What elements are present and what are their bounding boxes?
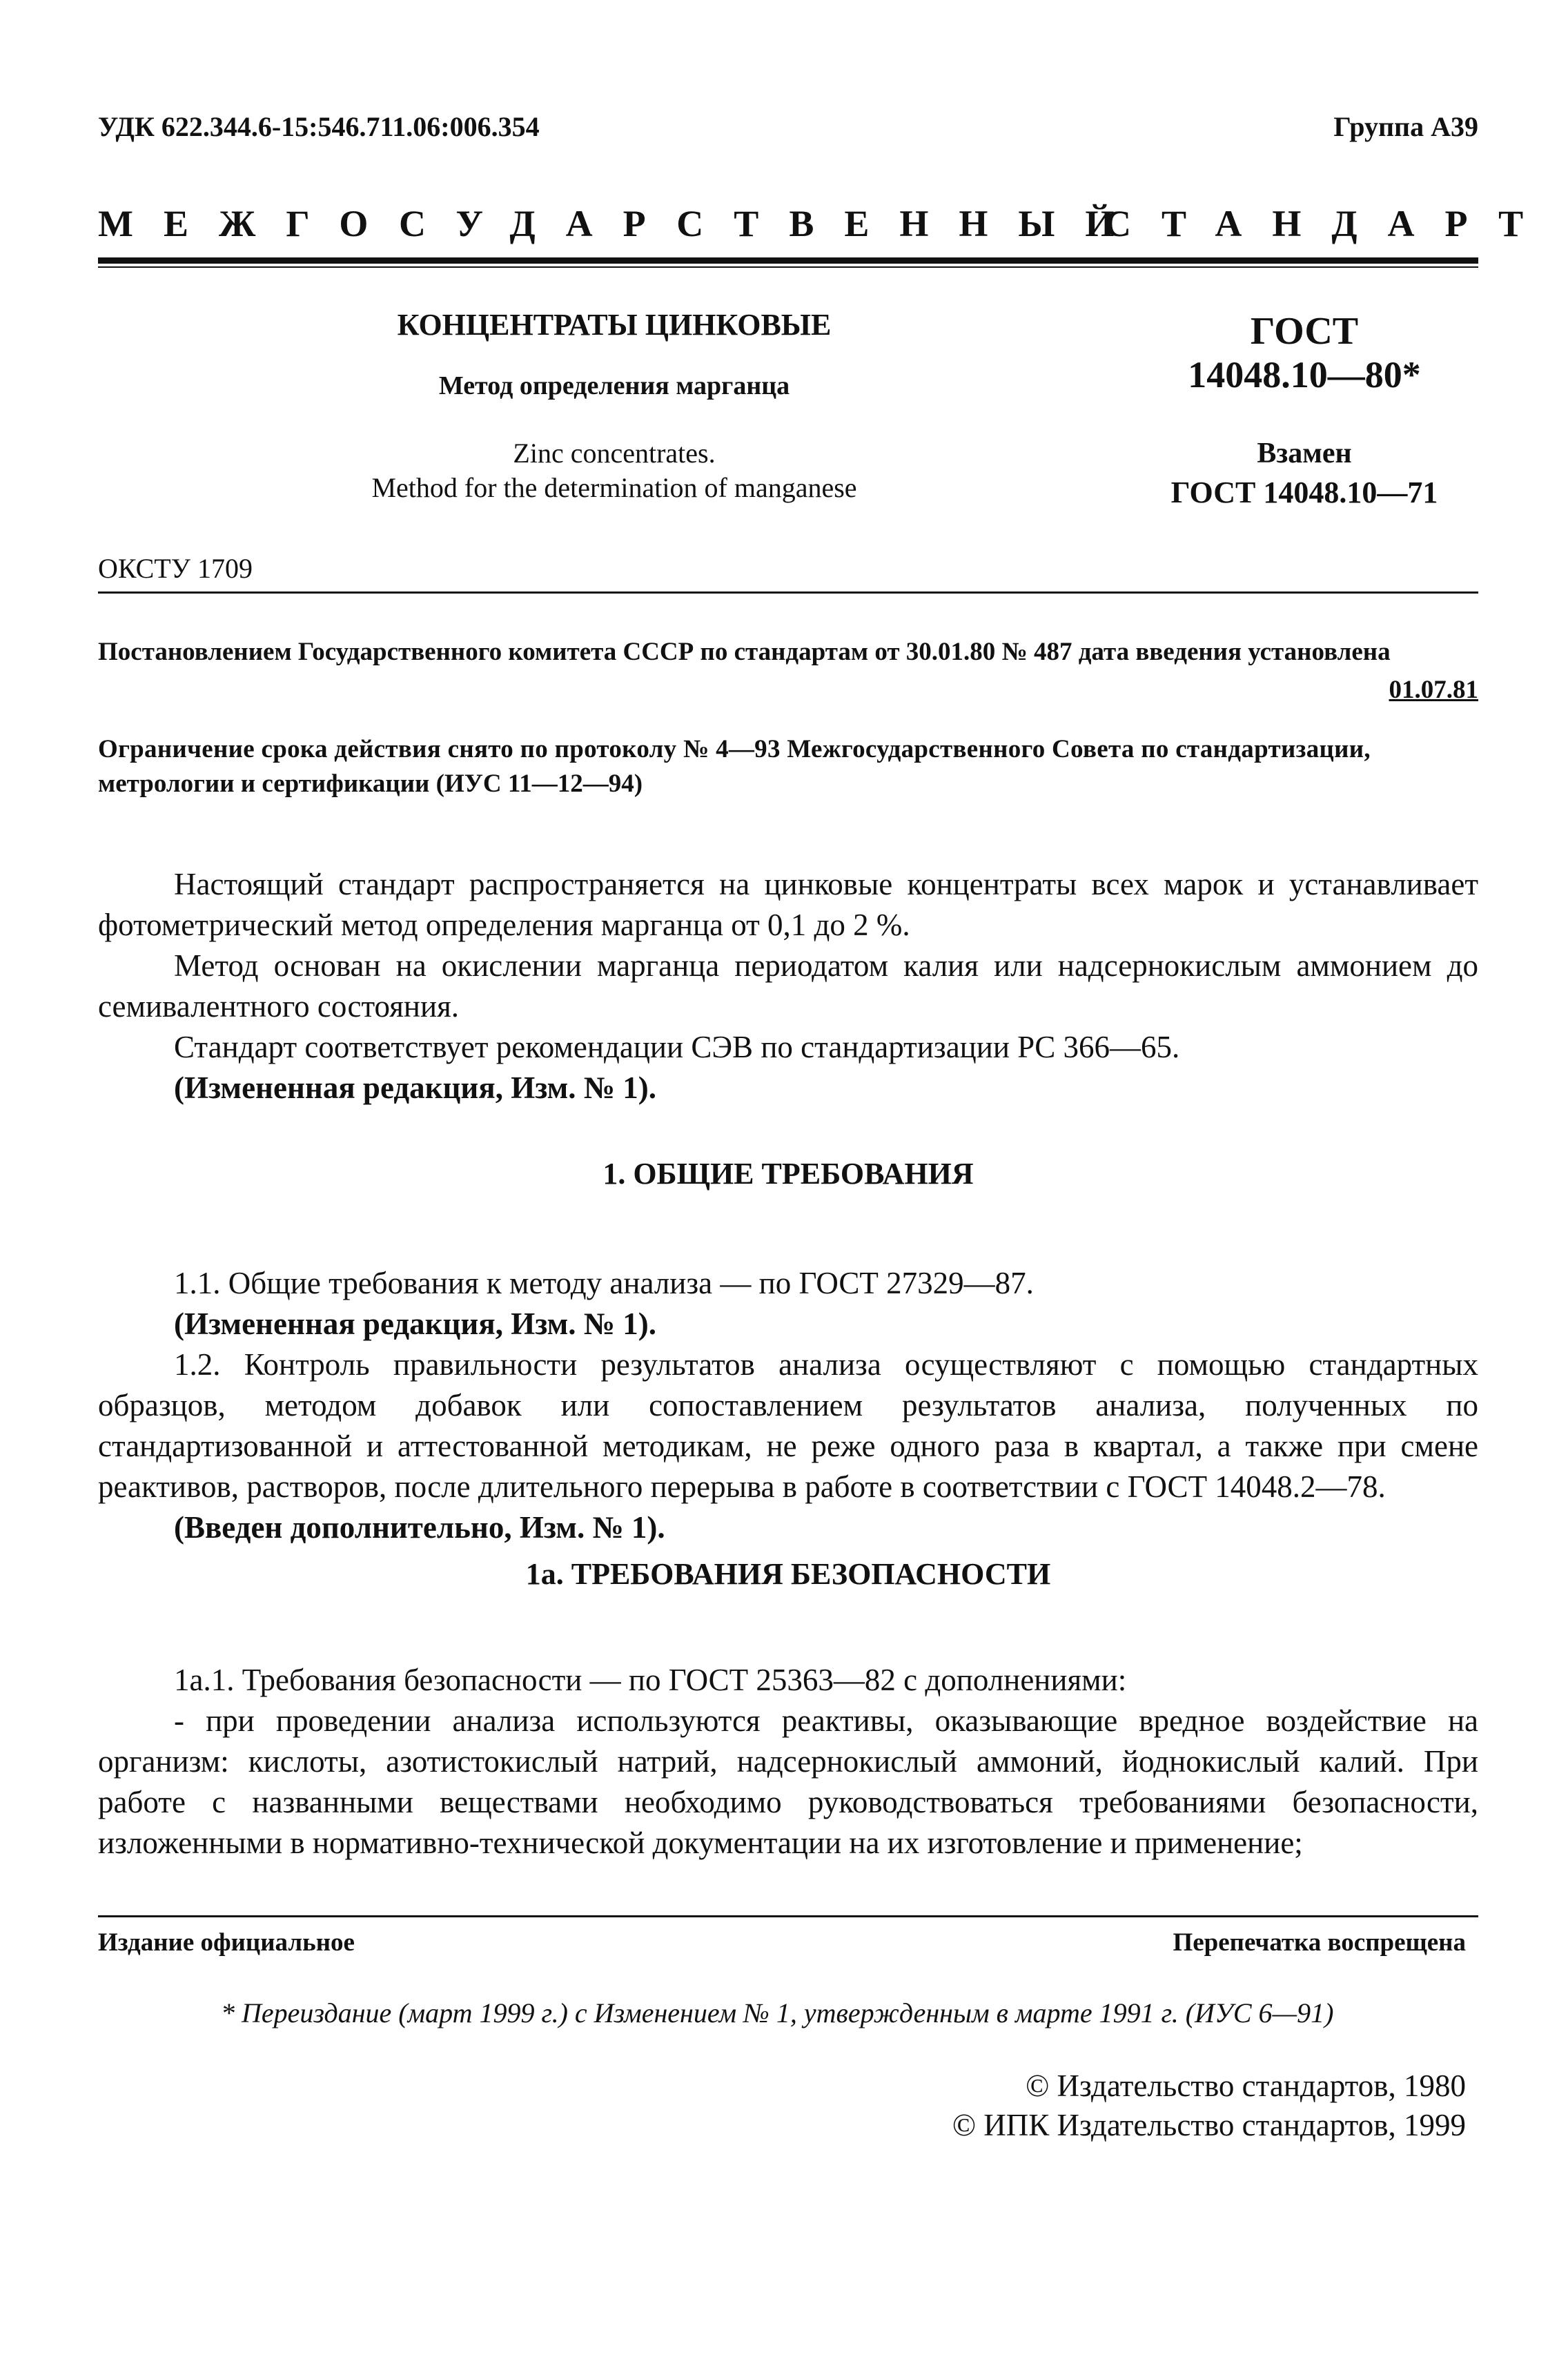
replaces-label: Взамен [1257,438,1352,469]
intro-text [98,864,1478,1108]
restriction-line1: Ограничение срока действия снято по протоколу № 4—93 Межгосударственного Совета по стандартизации, [98,735,1371,763]
group-code: Группа А39 [1333,111,1478,142]
section1a-item-1: 1a.1. Требования безопасности — по ГОСТ 25363—82 с дополнениями: [174,1663,1127,1697]
copyright-1999: © ИПК Издательство стандартов, 1999 [952,2108,1466,2142]
restriction-line2: метрологии и сертификации (ИУС 11—12—94) [98,770,643,798]
section1a-text [98,1660,1478,1864]
banner-rule-thin [98,266,1478,268]
section1-item-1-1: 1.1. Общие требования к методу анализа — по ГОСТ 27329—87. [174,1266,1034,1300]
intro-paragraph-scope: Настоящий стандарт распространяется на цинковые концентраты всех марок и устанавливает фотометрический метод определения марганца от 0,1 до 2 %. [98,867,1478,942]
gost-label: ГОСТ [1250,310,1359,353]
replaces-number: ГОСТ 14048.10—71 [1170,476,1438,509]
reprint-prohibited: Перепечатка воспрещена [1173,1928,1466,1957]
okstu-code: ОКСТУ 1709 [98,553,253,584]
intro-paragraph-amendment: (Измененная редакция, Изм. № 1). [174,1070,657,1105]
section1a-heading: 1a. ТРЕБОВАНИЯ БЕЗОПАСНОСТИ [525,1557,1051,1591]
english-title-line2: Method for the determination of manganese [371,472,857,503]
copyright-1980: © Издательство стандартов, 1980 [1026,2069,1466,2103]
banner-interstate: МЕЖГОСУДАРСТВЕННЫЙ [98,203,1145,244]
official-edition: Издание официальное [98,1928,355,1957]
banner-standard: СТАНДАРТ [1104,203,1554,244]
footer-rule [98,1915,1478,1917]
document-title: КОНЦЕНТРАТЫ ЦИНКОВЫЕ [397,308,832,342]
reissue-note: * Переиздание (март 1999 г.) с Изменением № 1, утвержденным в марте 1991 г. (ИУС 6—91) [221,1997,1334,2028]
intro-paragraph-method: Метод основан на окислении марганца периодатом калия или надсернокислым аммонием до семивалентного состояния. [98,948,1478,1024]
udk-code: УДК 622.344.6-15:546.711.06:006.354 [98,111,540,142]
section1-introduced-note: (Введен дополнительно, Изм. № 1). [174,1510,665,1545]
banner-rule-thick [98,257,1478,264]
decree-date: 01.07.81 [1389,676,1478,704]
english-title-line1: Zinc concentrates. [513,438,716,469]
intro-paragraph-cmea: Стандарт соответствует рекомендации СЭВ по стандартизации PC 366—65. [174,1030,1180,1064]
section1a-reagents: - при проведении анализа используются реактивы, оказывающие вредное воздействие на организм: кислоты, азотистокислый натрий, надсернокислый аммоний, йоднокислый калий. При работе с названными веществами необходимо руководствоваться требованиями безопасности, изложенными в нормативно-технической документации на их изготовление и применение; [98,1703,1478,1860]
decree-text: Постановлением Государственного комитета СССР по стандартам от 30.01.80 № 487 дата введения установлена [98,638,1391,666]
section1-heading: 1. ОБЩИЕ ТРЕБОВАНИЯ [602,1157,974,1191]
section1-item-1-2: 1.2. Контроль правильности результатов анализа осуществляют с помощью стандартных образцов, методом добавок или сопоставлением результатов анализа, полученных по стандартизованной и аттестованной методикам, не реже одного раза в квартал, а также при смене реактивов, растворов, после длительного перерыва в работе в соответствии с ГОСТ 14048.2—78. [98,1347,1478,1504]
section1-text [98,1263,1478,1548]
document-subtitle: Метод определения марганца [438,371,790,400]
okstu-rule [98,591,1478,594]
gost-number: 14048.10—80* [1188,354,1421,395]
section1-amendment: (Измененная редакция, Изм. № 1). [174,1307,657,1341]
